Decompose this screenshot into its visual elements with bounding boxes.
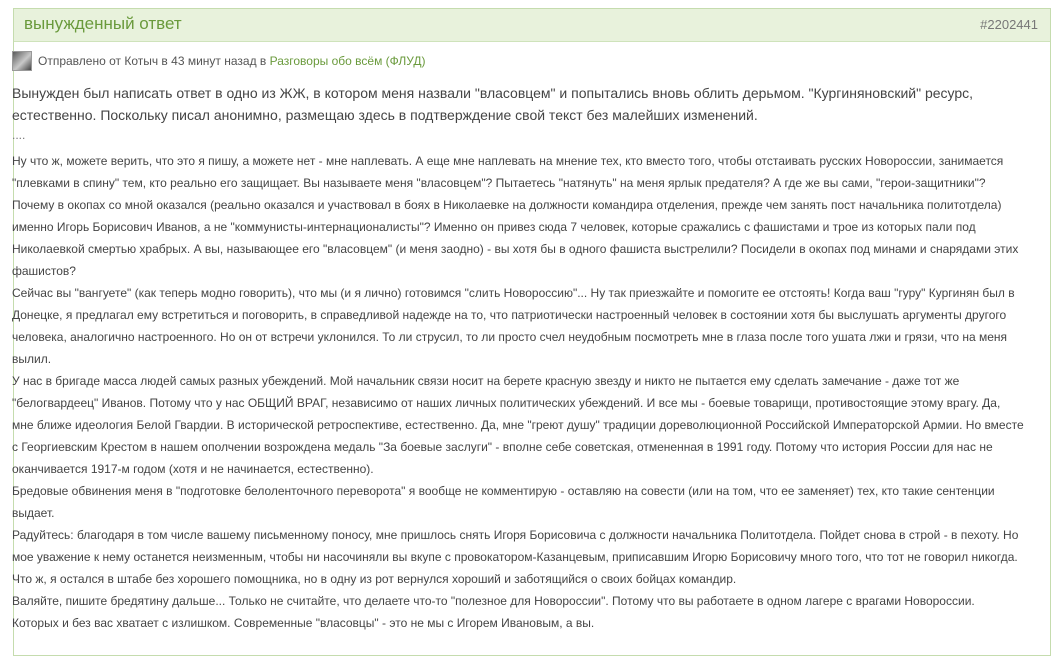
post-lead: Вынужден был написать ответ в одно из ЖЖ, в котором меня назвали "власовцем" и попытались вновь облить дерьмом. "Кургиняновский" ресурс, естественно. Поскольку писал анонимно, размещаю здесь в подтверждение свой текст без малейших изменений. — [12, 85, 974, 123]
post-body — [12, 150, 1024, 634]
paragraph: Бредовые обвинения меня в "подготовке белоленточного переворота" я вообще не комментирую - оставляю на совести (или на том, что ее заменяет) тех, кто такие сентенции выдает. — [12, 484, 995, 520]
paragraph: У нас в бригаде масса людей самых разных убеждений. Мой начальник связи носит на берете красную звезду и никто не пытается ему сделать замечание - даже тот же "белогвардеец" Иванов. Потому что у нас ОБЩИЙ ВРАГ, независимо от наших личных политических убеждений. И все мы - боевые товарищи, противостоящие этому врагу. Да, мне ближе идеология Белой Гвардии. В исторической ретроспективе, естественно. Да, мне "греют душу" традиции дореволюционной Российской Императорской Армии. Но вместе с Георгиевским Крестом в нашем ополчении возрождена медаль "За боевые заслуги" - вполне себе советская, отмененная в 1991 году. Потому что история России для нас не оканчивается 1917-м годом (хотя и не начинается, естественно). — [12, 374, 1024, 476]
paragraph: Ну что ж, можете верить, что это я пишу, а можете нет - мне наплевать. А еще мне наплевать на мнение тех, кто вместо того, чтобы отстаивать русских Новороссии, занимается "плевками в спину" тем, кто реально его защищает. Вы называете меня "власовцем"? Пытаетесь "натянуть" на меня ярлык предателя? А где же вы сами, "герои-защитники"? Почему в окопах со мной оказался (реально оказался и участвовал в боях в Николаевке на должности командира отделения, прежде чем занять пост начальника политотдела) именно Игорь Борисович Иванов, а не "коммунисты-интернационалисты"? Именно он привез сюда 7 человек, которые сражались с фашистами и трое из которых пали под Николаевкой смертью храбрых. А вы, называющее его "власовцем" (и меня заодно) - вы хотя бы в одного фашиста выстрелили? Посидели в окопах под минами и снарядами этих фашистов? — [12, 154, 1019, 278]
meta-prefix: Отправлено от Котыч в 43 минут назад в — [38, 54, 270, 68]
separator: .... — [12, 128, 26, 142]
post-title-link[interactable]: вынужденный ответ — [24, 14, 182, 33]
post-header — [14, 9, 1050, 42]
author-avatar[interactable] — [12, 51, 32, 71]
post-id-link[interactable]: #2202441 — [980, 17, 1038, 32]
post-meta — [12, 50, 425, 72]
paragraph: Валяйте, пишите бредятину дальше... Только не считайте, что делаете что-то "полезное для Новороссии". Потому что вы работаете в одном лагере с врагами Новороссии. Которых и без вас хватает с излишком. Современные "власовцы" - это не мы с Игорем Ивановым, а вы. — [12, 594, 975, 630]
forum-link[interactable]: Разговоры обо всём (ФЛУД) — [269, 54, 426, 68]
paragraph: Сейчас вы "вангуете" (как теперь модно говорить), что мы (и я лично) готовимся "слить Новороссию"... Ну так приезжайте и помогите ее отстоять! Когда ваш "гуру" Кургинян был в Донецке, я предлагал ему встретиться и поговорить, в справедливой надежде на то, что патриотически настроенный человек в состоянии хотя бы выслушать аргументы другого человека, аналогично настроенного. Но он от встречи уклонился. То ли струсил, то ли просто счел неудобным посмотреть мне в глаза после того ушата лжи и грязи, что на меня вылил. — [12, 286, 1015, 366]
paragraph: Радуйтесь: благодаря в том числе вашему письменному поносу, мне пришлось снять Игоря Борисовича с должности начальника Политотдела. Пойдет снова в строй - в пехоту. Но мое уважение к нему останется неизменным, чтобы ни насочиняли вы вкупе с провокатором-Казанцевым, приписавшим Игорю Борисовичу много того, что тот не говорил никогда. Что ж, я остался в штабе без хорошего помощника, но в одну из рот вернулся хороший и заботящийся о своих бойцах командир. — [12, 528, 1019, 586]
